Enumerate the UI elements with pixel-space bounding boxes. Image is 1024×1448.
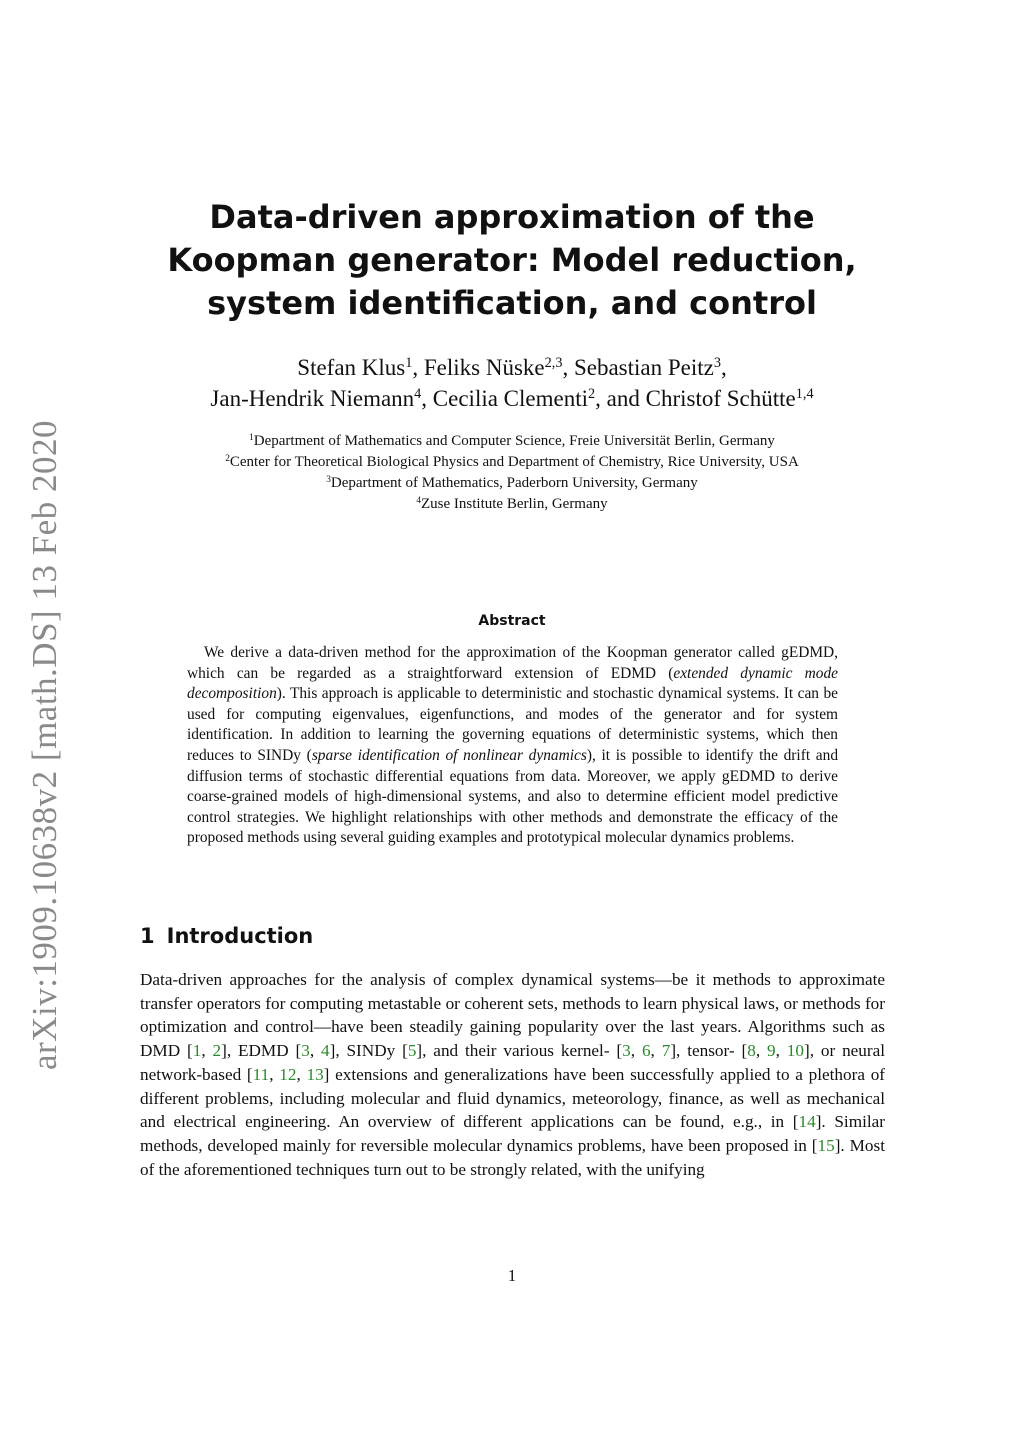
arxiv-identifier-stamp: arXiv:1909.10638v2 [math.DS] 13 Feb 2020 bbox=[25, 420, 64, 1070]
citation-link[interactable]: 3 bbox=[622, 1041, 631, 1061]
author-name: Christof Schütte bbox=[645, 386, 796, 411]
citation-link[interactable]: 6 bbox=[641, 1041, 651, 1061]
page-number: 1 bbox=[507, 1266, 517, 1285]
author-conjunction: and bbox=[606, 386, 640, 411]
abstract-text: ), it is possible to identify the drift and diffusion terms of stochastic differential equations from data. Moreover, we apply gEDMD to derive coarse-grained models of high-dimensional systems, and also to determine efficient model predictive control strategies. We highlight relationships with other methods and demonstrate the efficacy of the proposed methods using several guiding examples and prototypical molecular dynamics problems. bbox=[187, 746, 839, 847]
affiliation bbox=[140, 494, 884, 515]
body-text: ], or neural network-based [ bbox=[140, 1041, 886, 1084]
abstract-text: We derive a data-driven method for the approximation of the Koopman generator called gEDMD, which can be regarded as a straightforward extension of EDMD ( bbox=[187, 644, 838, 682]
section-number: 1 bbox=[140, 924, 155, 948]
citation-link[interactable]: 11 bbox=[252, 1064, 270, 1084]
citation-link[interactable]: 15 bbox=[817, 1135, 835, 1155]
paper-title bbox=[140, 196, 884, 325]
body-text: Data-driven approaches for the analysis of complex dynamical systems—be it methods to approximate transfer operators for computing metastable or coherent sets, methods to learn physical laws, or methods for optimization and control—have been steadily gaining popularity over the last years. Algorithms such as DMD [ bbox=[140, 970, 885, 1061]
title-line: system identification, and control bbox=[207, 284, 817, 322]
citation-link[interactable]: 9 bbox=[767, 1041, 776, 1061]
author-affil-marker: 2,3 bbox=[544, 355, 563, 372]
affiliation bbox=[140, 431, 884, 452]
author-name: Jan-Hendrik Niemann bbox=[210, 386, 415, 411]
citation-link[interactable]: 14 bbox=[798, 1112, 816, 1132]
abstract-emphasis: sparse identification of nonlinear dynamics bbox=[311, 746, 587, 764]
affiliation bbox=[140, 473, 884, 494]
body-text: ], and their various kernel- [ bbox=[416, 1041, 623, 1061]
section-heading bbox=[140, 922, 313, 950]
citation-link[interactable]: 7 bbox=[661, 1041, 671, 1061]
citation-link[interactable]: 8 bbox=[747, 1041, 756, 1061]
author-line: Jan-Hendrik Niemann$^4$, Cecilia Clementi$^2$, and Christof Schütte$^{1,4}$ bbox=[210, 386, 814, 411]
citation-link[interactable]: 5 bbox=[407, 1041, 417, 1061]
author-name: Stefan Klus bbox=[297, 355, 406, 380]
introduction-paragraph: Data-driven approaches for the analysis of complex dynamical systems—be it methods to approximate transfer operators for computing metastable or coherent sets, methods to learn physical laws, or methods for optimization and control—have been steadily gaining popularity over the last years. Algorithms such as DMD [1, 2], EDMD [3, 4], SINDy [5], and their various kernel- [3, 6, 7], tensor- [8, 9, 10], or neural network-based [11, 12, 13] extensions and generalizations have been successfully applied to a plethora of different problems, including molecular and fluid dynamics, meteorology, finance, as well as mechanical and electrical engineering. An overview of different applications can be found, e.g., in [14]. Similar methods, developed mainly for reversible molecular dynamics problems, have been proposed in [15]. Most of the aforementioned techniques turn out to be strongly related, with the unifying bbox=[140, 970, 886, 1179]
title-line: Data-driven approximation of the bbox=[209, 198, 815, 236]
affiliation-list bbox=[140, 431, 884, 515]
title-line: Koopman generator: Model reduction, bbox=[167, 241, 857, 279]
affiliation-marker: 1 bbox=[249, 432, 254, 443]
abstract-heading: Abstract bbox=[478, 613, 546, 629]
affiliation-text: Center for Theoretical Biological Physics and Department of Chemistry, Rice University, USA bbox=[229, 454, 799, 470]
affiliation-text: Department of Mathematics and Computer Science, Freie Universität Berlin, Germany bbox=[253, 433, 775, 449]
author-affil-marker: 4 bbox=[414, 386, 422, 403]
affiliation-marker: 3 bbox=[326, 474, 331, 485]
affiliation bbox=[140, 452, 884, 473]
author-line: Stefan Klus$^1$, Feliks Nüske$^{2,3}$, Sebastian Peitz$^3$, bbox=[297, 355, 727, 380]
citation-link[interactable]: 3 bbox=[301, 1041, 310, 1061]
citation-link[interactable]: 2 bbox=[212, 1041, 222, 1061]
citation-link[interactable]: 13 bbox=[306, 1064, 324, 1084]
author-affil-marker: 3 bbox=[713, 355, 721, 372]
author-name: Cecilia Clementi bbox=[432, 386, 589, 411]
body-text: ] extensions and generalizations have been successfully applied to a plethora of different problems, including molecular and fluid dynamics, meteorology, finance, as well as mechanical and electrical engineering. An overview of different applications can be found, e.g., in [ bbox=[140, 1064, 886, 1132]
citation-link[interactable]: 12 bbox=[279, 1064, 297, 1084]
body-text: ], EDMD [ bbox=[221, 1041, 302, 1061]
affiliation-text: Department of Mathematics, Paderborn University, Germany bbox=[330, 475, 698, 491]
author-affil-marker: 2 bbox=[588, 386, 596, 403]
body-text: ]. Most of the aforementioned techniques turn out to be strongly related, with the unifying bbox=[140, 1135, 885, 1179]
abstract-body bbox=[187, 643, 838, 849]
author-list bbox=[140, 352, 884, 414]
author-name: Sebastian Peitz bbox=[573, 355, 714, 380]
abstract-emphasis: extended dynamic mode decomposition bbox=[187, 664, 839, 703]
citation-link[interactable]: 4 bbox=[321, 1041, 330, 1061]
affiliation-marker: 4 bbox=[416, 495, 422, 506]
citation-link[interactable]: 1 bbox=[192, 1041, 202, 1061]
author-affil-marker: 1 bbox=[405, 355, 413, 372]
author-affil-marker: 1,4 bbox=[795, 386, 814, 403]
author-name: Feliks Nüske bbox=[423, 355, 545, 380]
affiliation-text: Zuse Institute Berlin, Germany bbox=[421, 496, 608, 512]
citation-link[interactable]: 10 bbox=[786, 1041, 804, 1061]
body-text: ]. Similar methods, developed mainly for reversible molecular dynamics problems, have been proposed in [ bbox=[140, 1112, 885, 1155]
section-title: Introduction bbox=[166, 924, 314, 948]
body-text: ], tensor- [ bbox=[670, 1041, 748, 1061]
affiliation-marker: 2 bbox=[225, 453, 230, 464]
abstract-text: ). This approach is applicable to deterministic and stochastic dynamical systems. It can be used for computing eigenvalues, eigenfunctions, and modes of the generator and for system identification. In addition to learning the governing equations of deterministic systems, which then reduces to SINDy ( bbox=[187, 685, 838, 764]
body-text: ], SINDy [ bbox=[329, 1041, 408, 1061]
